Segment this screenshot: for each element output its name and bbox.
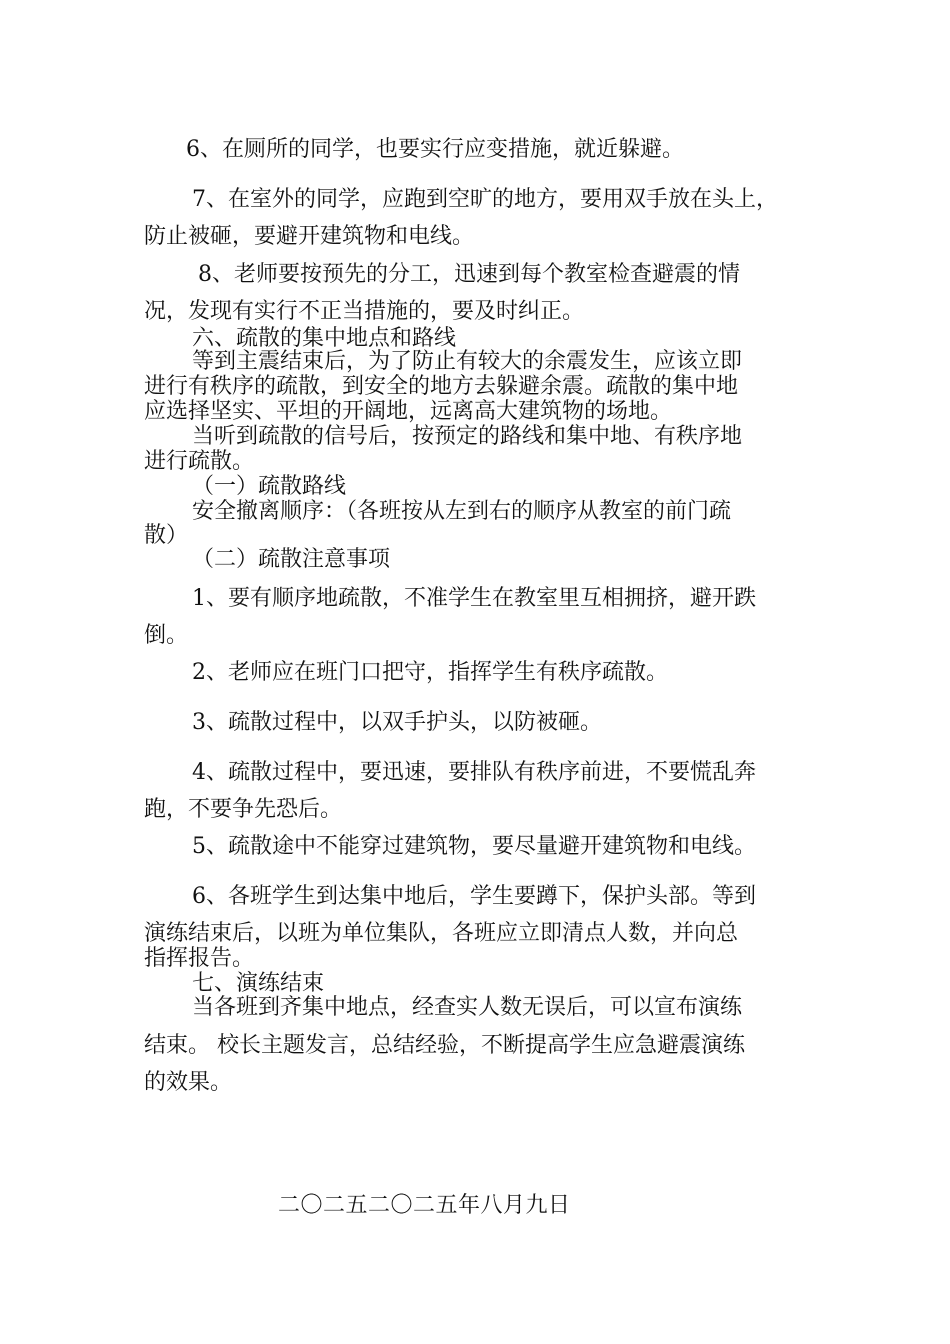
text-line-8: 进行有秩序的疏散，到安全的地方去躲避余震。疏散的集中地 [144, 374, 739, 399]
text-line-2: 7、在室外的同学，应跑到空旷的地方，要用双手放在头上， [192, 187, 778, 212]
text-line-22: 5、疏散途中不能穿过建筑物，要尽量避开建筑物和电线。 [192, 834, 756, 859]
section-heading-7: 七、演练结束 [192, 971, 325, 996]
text-line-27: 当各班到齐集中地点，经查实人数无误后，可以宣布演练 [192, 995, 743, 1020]
text-line-21: 跑，不要争先恐后。 [144, 797, 343, 822]
text-line-11: 进行疏散。 [144, 449, 255, 474]
subheading-evacuation-route: （一）疏散路线 [192, 474, 347, 499]
text-line-25: 指挥报告。 [144, 946, 255, 971]
text-line-28: 结束。 校长主题发言，总结经验，不断提高学生应急避震演练 [144, 1033, 745, 1058]
text-line-16: 1、要有顺序地疏散，不准学生在教室里互相拥挤，避开跌 [192, 586, 756, 611]
text-line-5: 况，发现有实行不正当措施的，要及时纠正。 [144, 299, 585, 324]
text-line-24: 演练结束后，以班为单位集队，各班应立即清点人数，并向总 [144, 921, 739, 946]
text-line-9: 应选择坚实、平坦的开阔地，远离高大建筑物的场地。 [144, 399, 673, 424]
document-date: 二〇二五二〇二五年八月九日 [278, 1193, 571, 1218]
text-line-1: 6、在厕所的同学，也要实行应变措施，就近躲避。 [186, 137, 684, 162]
text-line-7: 等到主震结束后，为了防止有较大的余震发生，应该立即 [192, 349, 743, 374]
text-line-10: 当听到疏散的信号后，按预定的路线和集中地、有秩序地 [192, 424, 743, 449]
text-line-4: 8、老师要按预先的分工，迅速到每个教室检查避震的情 [198, 262, 740, 287]
text-line-13: 安全撤离顺序：（各班按从左到右的顺序从教室的前门疏 [192, 499, 732, 524]
text-line-29: 的效果。 [144, 1070, 233, 1095]
section-heading-6: 六、疏散的集中地点和路线 [192, 326, 457, 351]
text-line-23: 6、各班学生到达集中地后，学生要蹲下，保护头部。等到 [192, 884, 756, 909]
text-line-20: 4、疏散过程中，要迅速，要排队有秩序前进，不要慌乱奔 [192, 760, 756, 785]
text-line-14: 散） [144, 523, 189, 548]
subheading-evacuation-notes: （二）疏散注意事项 [192, 547, 391, 572]
text-line-18: 2、老师应在班门口把守，指挥学生有秩序疏散。 [192, 660, 668, 685]
text-line-17: 倒。 [144, 623, 189, 648]
text-line-3: 防止被砸，要避开建筑物和电线。 [144, 224, 475, 249]
text-line-19: 3、疏散过程中，以双手护头，以防被砸。 [192, 710, 602, 735]
